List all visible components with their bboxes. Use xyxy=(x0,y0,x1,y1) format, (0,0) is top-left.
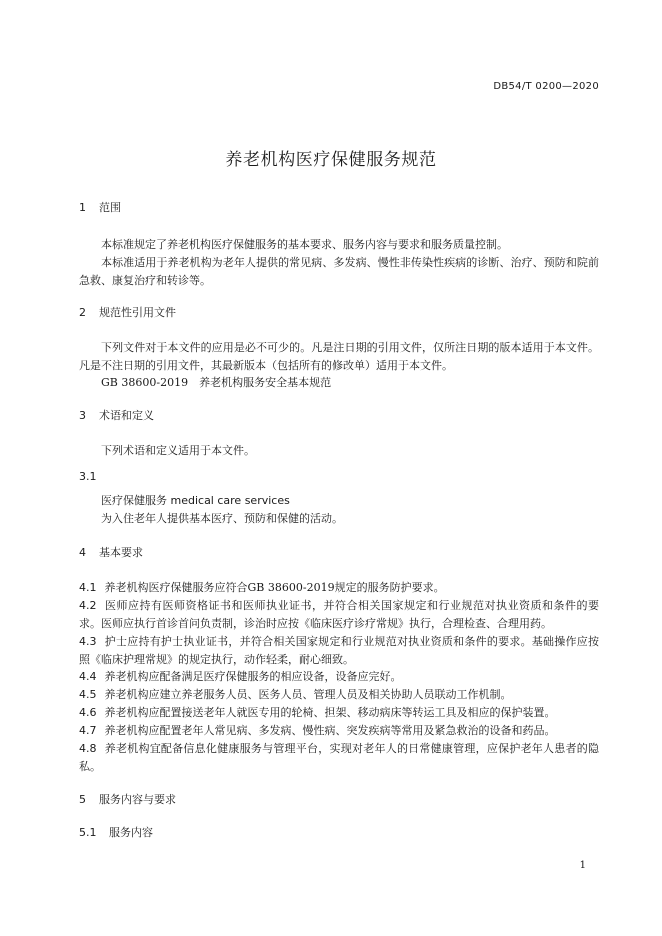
section-5-heading xyxy=(79,793,176,807)
section-number: 5 xyxy=(79,793,86,806)
section-1-paragraph-2: 本标准适用于养老机构为老年人提供的常见病、多发病、慢性非传染性疾病的诊断、治疗、预防和院前急救、康复治疗和转诊等。 xyxy=(79,256,599,287)
section-4-heading xyxy=(79,546,143,560)
page-title: 养老机构医疗保健服务规范 xyxy=(225,150,437,170)
section-1-paragraph-1: 本标准规定了养老机构医疗保健服务的基本要求、服务内容与要求和服务质量控制。 xyxy=(101,238,508,251)
requirement-number: 4.5 xyxy=(79,688,97,701)
section-number: 2 xyxy=(79,306,86,319)
standard-code: DB54/T 0200—2020 xyxy=(493,81,599,92)
requirement-number: 4.8 xyxy=(79,742,97,755)
requirement-text: 养老机构应配备满足医疗保健服务的相应设备，设备应完好。 xyxy=(104,670,402,683)
requirement-text: 护士应持有护士执业证书，并符合相关国家规定和行业规范对执业资质和条件的要求。基础操作应按照《临床护理常规》的规定执行，动作轻柔，耐心细致。 xyxy=(79,635,599,666)
section-number: 4 xyxy=(79,546,86,559)
requirement-item xyxy=(79,633,599,669)
requirement-number: 4.1 xyxy=(79,581,97,594)
requirement-item xyxy=(79,668,599,686)
requirement-item xyxy=(79,740,599,776)
normative-reference: GB 38600-2019 养老机构服务安全基本规范 xyxy=(101,376,332,389)
page-number: 1 xyxy=(579,860,586,871)
section-2-paragraph-1: 下列文件对于本文件的应用是必不可少的。凡是注日期的引用文件，仅所注日期的版本适用于本文件。凡是不注日期的引用文件，其最新版本（包括所有的修改单）适用于本文件。 xyxy=(79,341,599,372)
requirement-text: 养老机构宜配备信息化健康服务与管理平台，实现对老年人的日常健康管理，应保护老年人患者的隐私。 xyxy=(79,742,599,773)
section-title: 基本要求 xyxy=(99,546,143,559)
requirement-item xyxy=(79,722,599,740)
term-definition: 为入住老年人提供基本医疗、预防和保健的活动。 xyxy=(101,512,343,525)
requirement-text: 医师应持有医师资格证书和医师执业证书，并符合相关国家规定和行业规范对执业资质和条件的要求。医师应执行首诊首问负责制，诊治时应按《临床医疗诊疗常规》执行，合理检查、合理用药。 xyxy=(79,599,599,630)
subsection-5-1-heading xyxy=(79,826,153,840)
subsection-number: 5.1 xyxy=(79,826,97,839)
requirement-number: 4.6 xyxy=(79,706,97,719)
section-title: 范围 xyxy=(99,201,121,214)
requirement-text: 养老机构应配置接送老年人就医专用的轮椅、担架、移动病床等转运工具及相应的保护装置。 xyxy=(104,706,556,719)
requirement-number: 4.3 xyxy=(79,635,97,648)
section-1-heading xyxy=(79,201,121,215)
requirement-item xyxy=(79,704,599,722)
requirement-text: 养老机构医疗保健服务应符合GB 38600-2019规定的服务防护要求。 xyxy=(104,581,445,594)
requirement-text: 养老机构应建立养老服务人员、医务人员、管理人员及相关协助人员联动工作机制。 xyxy=(104,688,512,701)
section-3-paragraph-1: 下列术语和定义适用于本文件。 xyxy=(101,444,255,457)
requirement-item xyxy=(79,686,599,704)
requirement-text: 养老机构应配置老年人常见病、多发病、慢性病、突发疾病等常用及紧急救治的设备和药品。 xyxy=(104,724,556,737)
section-title: 服务内容与要求 xyxy=(99,793,176,806)
subsection-title: 服务内容 xyxy=(109,826,153,839)
section-2-heading xyxy=(79,306,176,320)
requirement-item xyxy=(79,597,599,633)
section-number: 1 xyxy=(79,201,86,214)
requirement-number: 4.2 xyxy=(79,599,97,612)
section-title: 术语和定义 xyxy=(99,409,154,422)
requirement-number: 4.4 xyxy=(79,670,97,683)
subsection-3-1-number: 3.1 xyxy=(79,470,97,483)
section-3-heading xyxy=(79,409,154,423)
section-number: 3 xyxy=(79,409,86,422)
term-entry: 医疗保健服务 medical care services xyxy=(101,494,290,507)
requirement-item xyxy=(79,579,599,597)
section-title: 规范性引用文件 xyxy=(99,306,176,319)
requirement-number: 4.7 xyxy=(79,724,97,737)
